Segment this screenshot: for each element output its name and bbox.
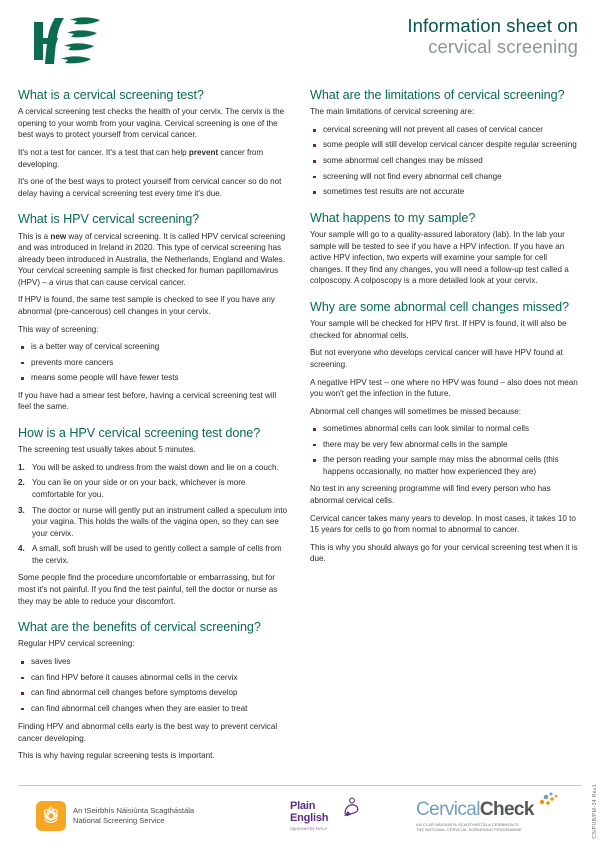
list-item: sometimes test results are not accurate bbox=[310, 186, 580, 198]
paragraph: Your sample will go to a quality-assured laboratory (lab). In the lab your sample will be tested to see if you have a HPV infection. If you have an active HPV infection, two experts will examine your sample for cell changes. If they find any changes, you will need a follow-up test called a colposcopy. A colposcopy is a more detailed look at your cervix. bbox=[310, 230, 569, 286]
nss-text-irish: An tSeirbhís Náisiúnta Scagthástála bbox=[73, 805, 195, 815]
list-item: some people will still develop cervical cancer despite regular screening bbox=[310, 139, 580, 151]
list-item: sometimes abnormal cells can look similar to normal cells bbox=[310, 423, 580, 435]
document-header bbox=[18, 14, 582, 76]
paragraph: Cervical cancer takes many years to develop. In most cases, it takes 10 to 15 years for cells to go from normal to abnormal to cancer. bbox=[310, 513, 576, 535]
paragraph: No test in any screening programme will find every person who has abnormal cervical cells. bbox=[310, 484, 551, 506]
emphasis-new: new bbox=[50, 231, 67, 241]
paragraph: The screening test usually takes about 5 minutes. bbox=[18, 445, 196, 455]
page-title-line1: Information sheet on bbox=[407, 15, 578, 36]
list-item: The doctor or nurse will gently put an instrument called a speculum into your vagina. This holds the walls of the vagina open, so they can see your cervix. bbox=[32, 505, 288, 538]
emphasis-prevent: prevent bbox=[188, 148, 219, 158]
text-fragment: This is a bbox=[18, 231, 51, 241]
cervicalcheck-dots-icon bbox=[536, 791, 560, 807]
list-item: is a better way of cervical screening bbox=[18, 341, 288, 353]
section-heading-why-missed: Why are some abnormal cell changes missed? bbox=[310, 299, 569, 314]
content-columns bbox=[18, 88, 582, 762]
cervicalcheck-subtitle-irish: AN CLÁR NÁISIÚNTA SCAGTHÁSTÁLA CEIRBHEACS bbox=[416, 821, 519, 827]
paragraph: Abnormal cell changes will sometimes be missed because: bbox=[310, 406, 521, 416]
document-footer bbox=[18, 785, 582, 841]
paragraph: Finding HPV and abnormal cells early is the best way to prevent cervical cancer developing. bbox=[18, 722, 278, 743]
paragraph: It's not a test for cancer. It's a test that can help prevent cancer from developing. bbox=[18, 148, 264, 169]
section-heading-hpv-cervical-screening: What is HPV cervical screening? bbox=[18, 212, 200, 227]
list-item: A small, soft brush will be used to gently collect a sample of cells from the cervix. bbox=[32, 544, 282, 565]
footer-logos-row bbox=[18, 786, 582, 842]
paragraph: A cervical screening test checks the health of your cervix. The cervix is the opening to your womb from your vagina. Cervical screening is one of the best ways to protect yourself from cervical cancer. bbox=[18, 107, 285, 140]
paragraph: This way of screening: bbox=[18, 324, 99, 334]
plain-english-word2: English bbox=[290, 811, 329, 824]
paragraph: If you have had a smear test before, having a cervical screening test will feel the same. bbox=[18, 390, 277, 412]
section-heading-how-test-done: How is a HPV cervical screening test done? bbox=[18, 425, 261, 440]
bullet-list bbox=[310, 423, 580, 477]
document-title-block bbox=[407, 14, 582, 57]
hse-logo-icon bbox=[24, 14, 116, 70]
list-item: the person reading your sample may miss the abnormal cells (this happens occasionally, no matter how experienced they are) bbox=[310, 454, 580, 477]
paragraph: A negative HPV test – one where no HPV was found – also does not mean you won't get the infection in the future. bbox=[310, 377, 578, 399]
cervicalcheck-logo bbox=[416, 800, 568, 832]
plain-english-mark-icon bbox=[340, 797, 362, 817]
list-item: saves lives bbox=[18, 656, 288, 668]
section-heading-benefits: What are the benefits of cervical screening? bbox=[18, 620, 261, 635]
document-reference-code: CS/PUB/PM-34 Rev1 bbox=[592, 784, 598, 839]
list-item: can find abnormal cell changes before symptoms develop bbox=[18, 687, 288, 699]
list-item: some abnormal cell changes may be missed bbox=[310, 155, 580, 167]
plain-english-word1: Plain bbox=[290, 800, 316, 813]
paragraph: Regular HPV cervical screening: bbox=[18, 639, 135, 649]
nss-logo-text bbox=[73, 806, 194, 827]
plain-english-logo bbox=[290, 801, 364, 830]
right-column bbox=[310, 88, 580, 762]
list-item: can find HPV before it causes abnormal cells in the cervix bbox=[18, 672, 288, 684]
section-heading-limitations: What are the limitations of cervical screening? bbox=[310, 88, 565, 102]
list-item: can find abnormal cell changes when they are easier to treat bbox=[18, 703, 288, 715]
plain-english-approved-text: Approved by NALA bbox=[290, 825, 328, 831]
paragraph: This is why you should always go for your cervical screening test when it is due. bbox=[310, 542, 578, 564]
page-title-line2: cervical screening bbox=[428, 35, 578, 57]
paragraph: This is why having regular screening tests is important. bbox=[18, 751, 215, 761]
list-item: screening will not find every abnormal cell change bbox=[310, 171, 580, 183]
list-item: there may be very few abnormal cells in the sample bbox=[310, 439, 580, 451]
section-heading-what-happens-to-sample: What happens to my sample? bbox=[310, 210, 476, 225]
bullet-list bbox=[18, 656, 288, 714]
list-item: prevents more cancers bbox=[18, 357, 288, 369]
left-column bbox=[18, 88, 288, 762]
paragraph: The main limitations of cervical screening are: bbox=[310, 107, 475, 117]
cervicalcheck-word2: Check bbox=[479, 798, 534, 820]
cervicalcheck-word1: Cervical bbox=[416, 798, 480, 820]
cervicalcheck-subtitle-english: THE NATIONAL CERVICAL SCREENING PROGRAMME bbox=[416, 827, 522, 832]
list-item: means some people will have fewer tests bbox=[18, 372, 288, 384]
nss-flower-icon bbox=[36, 801, 66, 831]
paragraph: But not everyone who develops cervical cancer will have HPV found at screening. bbox=[310, 348, 563, 369]
paragraph: Your sample will be checked for HPV first. If HPV is found, it will also be checked for abnormal cells. bbox=[310, 319, 567, 340]
numbered-list bbox=[18, 462, 288, 567]
list-item: You will be asked to undress from the waist down and lie on a couch. bbox=[32, 462, 279, 472]
national-screening-service-logo bbox=[36, 801, 246, 831]
text-fragment: way of cervical screening. It is called HPV cervical screening and was introduced in Ireland in 2020. This type of cervical screening has already been introduced in Australia, the Netherlands, England and Wales. Your cervical screening sample is first checked for human papillomavirus (HPV) – a virus that can cause cervical cancer. bbox=[18, 231, 286, 287]
nss-text-english: National Screening Service bbox=[73, 816, 165, 825]
list-item: You can lie on your side or on your back, whichever is more comfortable for you. bbox=[32, 478, 246, 500]
paragraph: Some people find the procedure uncomfortable or embarrassing, but for most it's not painful. If you find the test painful, tell the doctor or nurse as they may be able to reduce your discomfort. bbox=[18, 573, 278, 606]
paragraph bbox=[18, 231, 288, 289]
bullet-list bbox=[310, 124, 580, 198]
paragraph: It's one of the best ways to protect yourself from cervical cancer so do not delay having a cervical screening test every time it's due. bbox=[18, 177, 282, 198]
bullet-list bbox=[18, 341, 288, 384]
section-heading-cervical-screening-test: What is a cervical screening test? bbox=[18, 88, 204, 102]
paragraph: If HPV is found, the same test sample is checked to see if you have any abnormal (pre-cancerous) cell changes in your cervix. bbox=[18, 295, 275, 317]
list-item: cervical screening will not prevent all cases of cervical cancer bbox=[310, 124, 580, 136]
